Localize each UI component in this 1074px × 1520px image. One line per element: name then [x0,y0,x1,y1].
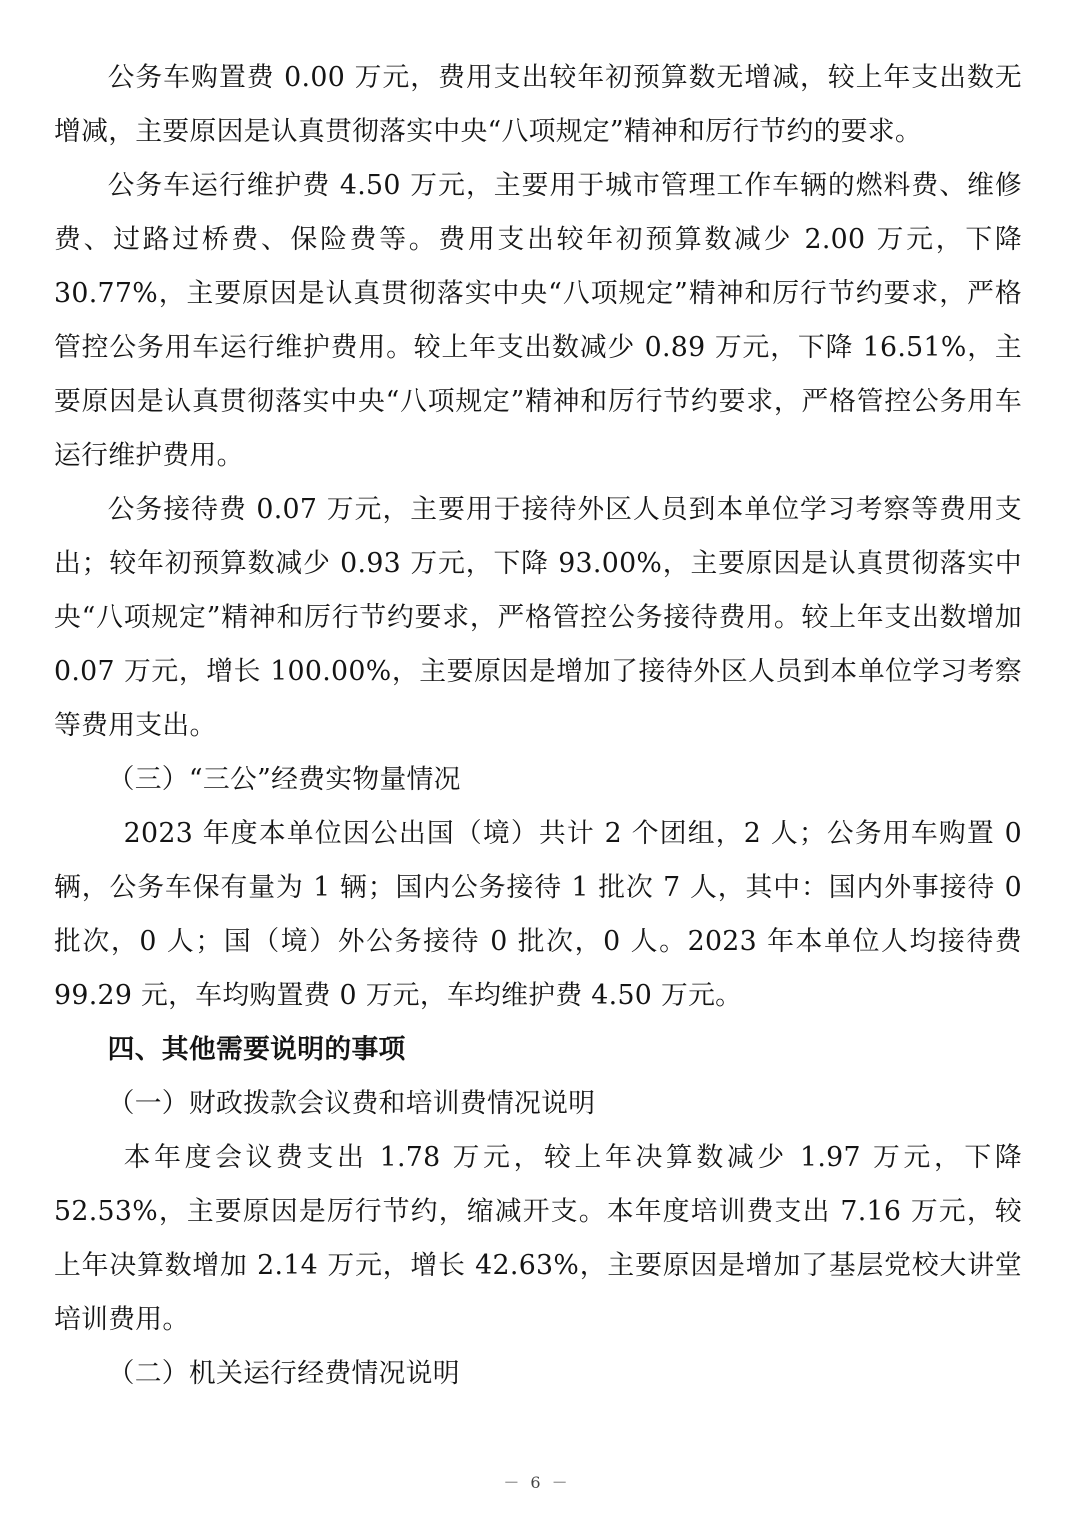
subheading-three-public-funds: （三）“三公”经费实物量情况 [107,764,461,795]
document-body [54,51,1022,1401]
paragraph-vehicle-maintenance: 公务车运行维护费 4.50 万元，主要用于城市管理工作车辆的燃料费、维修费、过路过桥费、保险费等。费用支出较年初预算数减少 2.00 万元，下降 30.77%，主要原因是认真贯彻落实中央“八项规定”精神和厉行节约要求，严格管控公务用车运行维护费用。较上年支出数减少 0.89 万元，下降 16.51%，主要原因是认真贯彻落实中央“八项规定”精神和厉行节约要求，严格管控公务用车运行维护费用。 [54,170,1022,471]
page-number: － 6 － [503,1473,571,1492]
section-heading-four: 四、其他需要说明的事项 [107,1034,406,1065]
paragraph-vehicle-purchase: 公务车购置费 0.00 万元，费用支出较年初预算数无增减，较上年支出数无增减，主要原因是认真贯彻落实中央“八项规定”精神和厉行节约的要求。 [54,62,1022,147]
paragraph-physical-quantity: 2023 年度本单位因公出国（境）共计 2 个团组，2 人；公务用车购置 0 辆，公务车保有量为 1 辆；国内公务接待 1 批次 7 人，其中：国内外事接待 0 批次，0 人；国（境）外公务接待 0 批次，0 人。2023 年本单位人均接待费 99.29 元，车均购置费 0 万元，车均维护费 4.50 万元。 [54,818,1022,1011]
subheading-two-operating-costs: （二）机关运行经费情况说明 [107,1358,460,1389]
paragraph-meeting-training: 本年度会议费支出 1.78 万元，较上年决算数减少 1.97 万元，下降 52.53%，主要原因是厉行节约，缩减开支。本年度培训费支出 7.16 万元，较上年决算数增加 2.14 万元，增长 42.63%，主要原因是增加了基层党校大讲堂培训费用。 [54,1142,1022,1335]
subheading-one-meeting-training: （一）财政拨款会议费和培训费情况说明 [107,1088,596,1119]
paragraph-reception: 公务接待费 0.07 万元，主要用于接待外区人员到本单位学习考察等费用支出；较年初预算数减少 0.93 万元，下降 93.00%，主要原因是认真贯彻落实中央“八项规定”精神和厉行节约要求，严格管控公务接待费用。较上年支出数增加 0.07 万元，增长 100.00%，主要原因是增加了接待外区人员到本单位学习考察等费用支出。 [54,494,1022,741]
